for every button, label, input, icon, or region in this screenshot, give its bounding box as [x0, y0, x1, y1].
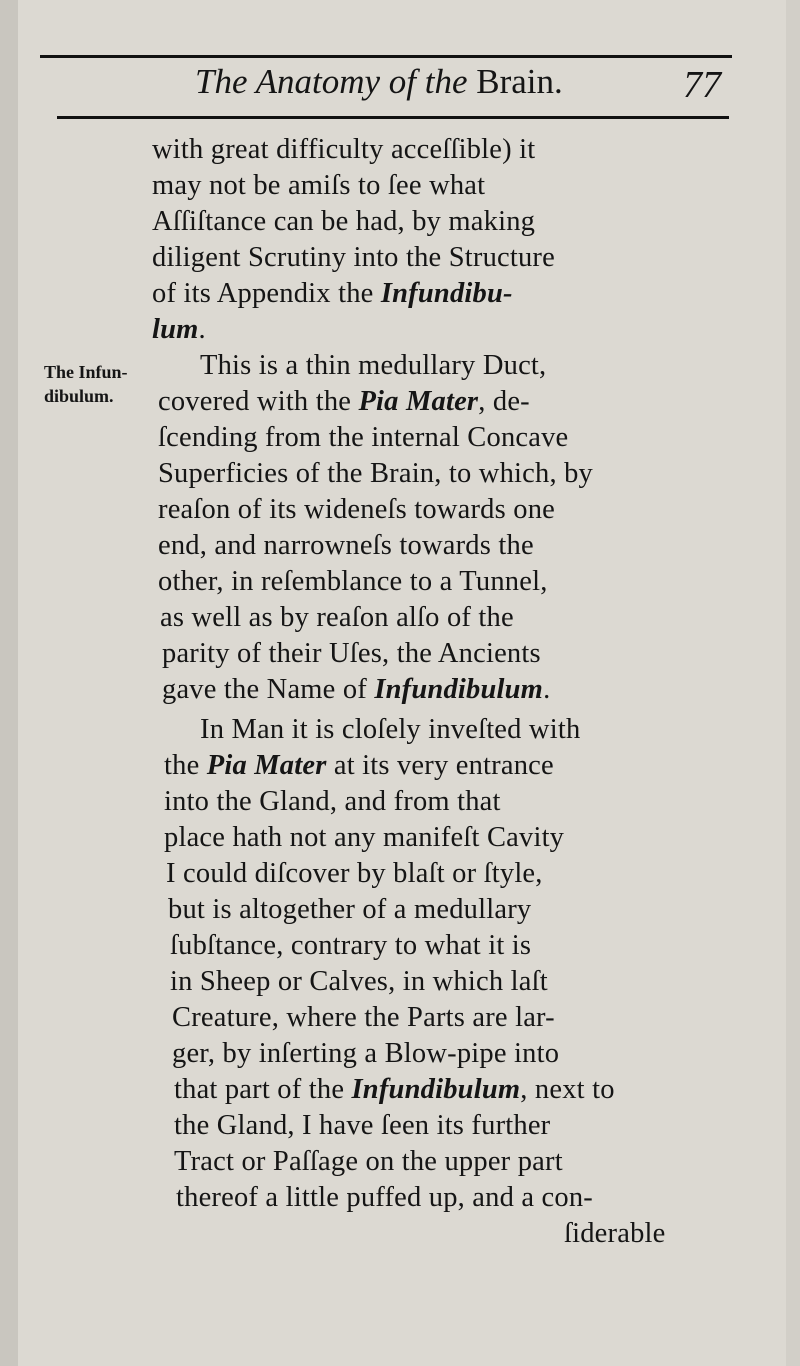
- running-head-roman: Brain.: [476, 62, 563, 101]
- line-text: place hath not any manifeſt Cavity: [164, 822, 565, 853]
- line-text: the Gland, I have ſeen its further: [174, 1110, 551, 1141]
- line-text: covered with the: [158, 386, 359, 417]
- marginal-note-line: The Infun-: [44, 362, 128, 382]
- running-head: [195, 60, 563, 104]
- italic-term: Infundibulum: [374, 674, 544, 705]
- page-edge-shadow: [0, 0, 18, 1366]
- text-line: [564, 1216, 666, 1252]
- line-text: the: [164, 750, 207, 781]
- line-text: In Man it is cloſely inveſted with: [200, 714, 581, 745]
- line-text: with great difficulty acceſſible) it: [152, 134, 536, 165]
- text-line: [166, 856, 543, 892]
- line-text: Aſſiſtance can be had, by making: [152, 206, 536, 237]
- line-text: in Sheep or Calves, in which laſt: [170, 966, 548, 997]
- italic-term: Pia Mater: [206, 750, 327, 781]
- italic-term: lum: [152, 314, 199, 345]
- header-rule-top: [40, 55, 732, 58]
- text-line: [174, 1072, 615, 1108]
- text-line: [174, 1108, 550, 1144]
- line-text: ſubſtance, contrary to what it is: [170, 930, 532, 961]
- text-line: [172, 1036, 559, 1072]
- line-text: ger, by inſerting a Blow-pipe into: [172, 1038, 560, 1069]
- line-text: thereof a little puffed up, and a con-: [176, 1182, 593, 1213]
- italic-term: Infundibulum: [351, 1074, 521, 1105]
- text-line: [152, 312, 206, 348]
- text-line: [162, 672, 550, 708]
- line-text: , next to: [520, 1074, 615, 1105]
- line-text: but is altogether of a medullary: [168, 894, 532, 925]
- page-edge-light: [786, 0, 800, 1366]
- italic-term: Infundibu-: [380, 278, 513, 309]
- line-text: I could diſcover by blaſt or ſtyle,: [166, 858, 543, 889]
- text-line: [152, 276, 513, 312]
- line-text: into the Gland, and from that: [164, 786, 501, 817]
- text-line: [152, 240, 555, 276]
- text-line: [158, 564, 548, 600]
- text-line: [162, 636, 541, 672]
- line-text: Tract or Paſſage on the upper part: [174, 1146, 563, 1177]
- line-text: gave the Name of: [162, 674, 375, 705]
- page-number: 77: [683, 64, 721, 106]
- text-line: [160, 600, 514, 636]
- text-line: [174, 1144, 563, 1180]
- line-text: ſcending from the internal Concave: [158, 422, 569, 453]
- text-line: [170, 964, 548, 1000]
- line-text: reaſon of its wideneſs towards one: [158, 494, 555, 525]
- line-text: This is a thin medullary Duct,: [200, 350, 547, 381]
- text-line: [168, 892, 531, 928]
- line-text: diligent Scrutiny into the Structure: [152, 242, 555, 273]
- text-line: [164, 748, 554, 784]
- text-line: [164, 820, 564, 856]
- header-rule-bottom: [57, 116, 729, 119]
- text-line: [200, 712, 580, 748]
- text-line: [152, 168, 485, 204]
- text-line: [152, 204, 535, 240]
- text-line: [170, 928, 531, 964]
- line-text: parity of their Uſes, the Ancients: [162, 638, 541, 669]
- text-line: [152, 132, 535, 168]
- line-text: other, in reſemblance to a Tunnel,: [158, 566, 548, 597]
- text-line: [172, 1000, 555, 1036]
- line-text: may not be amiſs to ſee what: [152, 170, 486, 201]
- text-line: [200, 348, 546, 384]
- text-line: [158, 420, 568, 456]
- marginal-note: [44, 360, 128, 408]
- line-text: .: [198, 314, 206, 345]
- line-text: , de-: [478, 386, 530, 417]
- text-line: [158, 384, 530, 420]
- line-text: that part of the: [174, 1074, 352, 1105]
- text-line: [158, 492, 555, 528]
- line-text: end, and narrowneſs towards the: [158, 530, 534, 561]
- text-line: [176, 1180, 593, 1216]
- text-line: [164, 784, 501, 820]
- line-text: ſiderable: [564, 1218, 666, 1249]
- text-line: [158, 528, 534, 564]
- line-text: .: [543, 674, 551, 705]
- line-text: Creature, where the Parts are lar-: [172, 1002, 555, 1033]
- marginal-note-line: dibulum.: [44, 386, 114, 406]
- line-text: at its very entrance: [326, 750, 554, 781]
- italic-term: Pia Mater: [358, 386, 479, 417]
- line-text: Superficies of the Brain, to which, by: [158, 458, 594, 489]
- running-head-italic: The Anatomy of the: [195, 62, 468, 101]
- line-text: of its Appendix the: [152, 278, 381, 309]
- text-line: [158, 456, 593, 492]
- line-text: as well as by reaſon alſo of the: [160, 602, 514, 633]
